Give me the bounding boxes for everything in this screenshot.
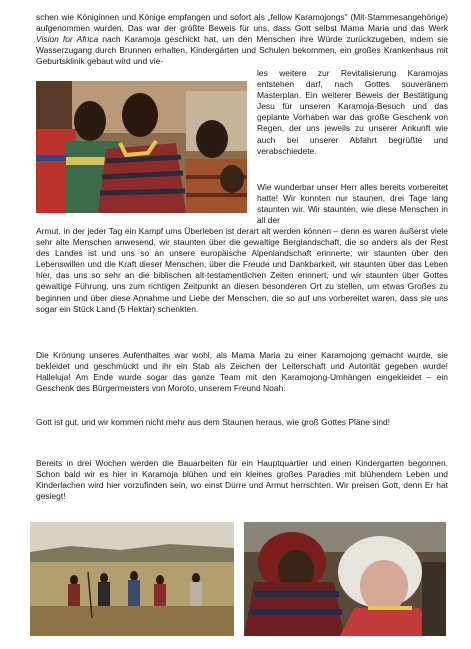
paragraph-1-side: les weitere zur Revitalisierung Karamojas entstehen darf, nach Gottes souveränem Masterplan. Ein weiterer Beweis der Bestätigung Jesu für unseren Karamoja-Besuch und das geplante Vorhaben war das große Geschenk von Regen, der uns jeweils zu unserer Ankunft wie auch bei unserer Abfahrt begrüßte und verabschiedete. — [257, 68, 448, 156]
paragraph-4: Gott ist gut, und wir kommen nicht mehr aus dem Staunen heraus, wie groß Gottes Pläne sind! — [36, 417, 391, 427]
paragraph-2-side: Wie wunderbar unser Herr alles bereits vorbereitet hatte! Wir konnten nur staunen, drei Tage lang staunten wir. Wir staunten, wie diese Menschen in all der — [257, 182, 448, 226]
photo-karamojong-women — [36, 81, 247, 213]
paragraph-1-top — [36, 12, 448, 68]
paragraph-5: Bereits in drei Wochen werden die Bauarbeiten für ein Hauptquartier und einen Kindergarten begonnen. Schon bald wir es hier in Karamoja blühen und ein kleines großes Paradies mit blühendem Leben und Kinderlachen wird hier vorzufinden sein, wo einst Dürre und Armut herrschten. Wir preisen Gott, denn Er hat gesiegt! — [36, 458, 448, 502]
paragraph-2-full: Armut, in der jeder Tag ein Kampf ums Überleben ist derart alt werden können – denn es waren äußerst viele sehr alte Menschen anwesend, wir staunten über die gewaltige Berglandschaft, die so anders als der Rest des Landes ist und uns so an unsere europäische Alpenlandschaft erinnerte; wir staunten über den Lebenswillen und die Kraft dieser Menschen, über die Freude und Dankbarkeit, wir staunten über das Leben hier, das uns so sehr an die biblischen alt-testamentlichen Zeiten erinnert, und wir staunten über Gottes gewaltige Führung, uns zum richtigen Zeitpunkt an diesen besonderen Ort zu stellen, um etwas Großes zu beginnen und über diese Annahme und Liebe der Menschen, die so auf uns vorbereitet waren, dass sie uns sogar ein Stück Land (5 Hektar) schenkten. — [36, 226, 448, 314]
paragraph-1-text: schen wie Königinnen und Könige empfangen und sofort als „fellow Karamojongs" (Mit-Stammesangehörige) aufgenommen wurden. Das war der größte Beweis für uns, dass Gott selbst Mama Maria und das Werk — [36, 12, 448, 34]
paragraph-3: Die Krönung unseres Aufenthaltes war wohl, als Mama Maria zu einer Karamojong gemacht wurde, sie bekleidet und geschmückt und ihr ein Stab als Zeichen der Leiterschaft und Autorität gegeben wurde! Halleluja! Am Ende wurde sogar das ganze Team mit den Karamojong-Umhängen eingekleidet – ein Geschenk des Bürgermeisters von Moroto, unserem Freund Noah. — [36, 350, 448, 394]
photo-woman-with-mama-maria — [244, 522, 446, 636]
photo-group-in-savanna — [30, 522, 234, 636]
organization-name: Vision for Africa — [36, 34, 99, 45]
paragraph-1-text-cont: nach Karamoja geschickt hat, um den Menschen ihre Würde zurückzugeben, indem sie Wasserzugang durch Brunnen erhalten, Kindergärten und Schulen bekommen, ein großes Krankenhaus mit Geburtsklinik gebaut wird und vie- — [36, 34, 448, 67]
